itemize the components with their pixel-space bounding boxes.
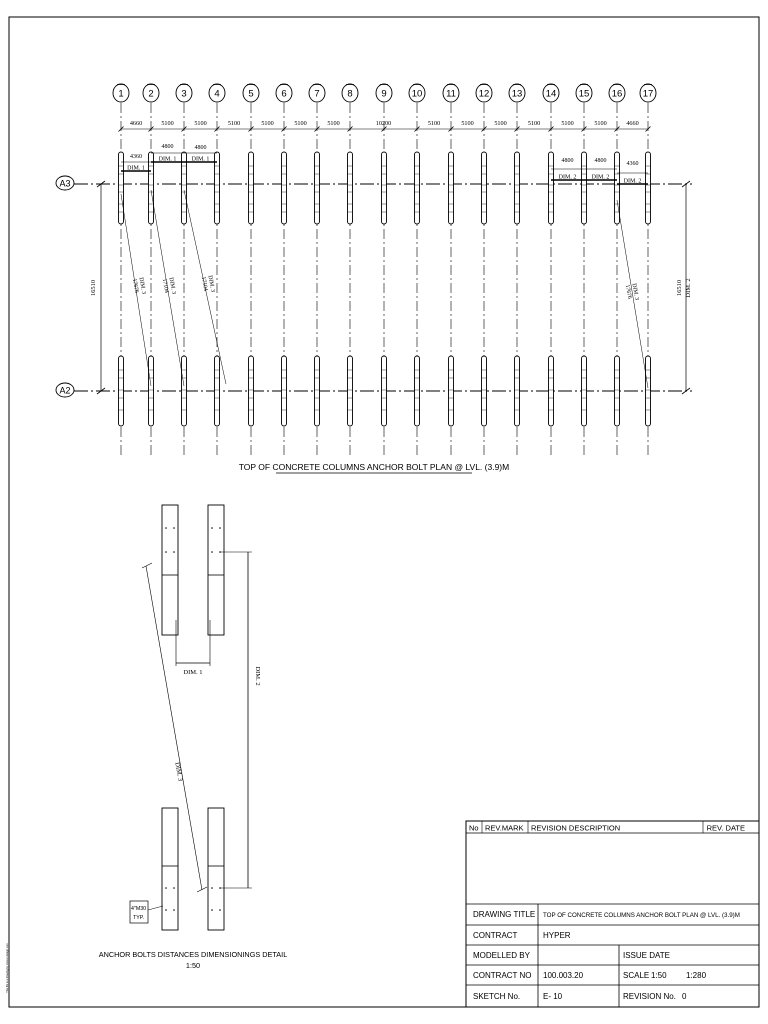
detail-column-top-right xyxy=(208,505,224,635)
column-bolts-bottom xyxy=(182,356,187,426)
grid-number: 3 xyxy=(181,88,187,100)
diagonal-dim-value: 17676 xyxy=(623,284,633,300)
column-bolts-bottom xyxy=(215,356,220,426)
grid-number: 9 xyxy=(381,88,387,100)
title-block xyxy=(466,821,759,1007)
grid-number: 7 xyxy=(314,88,320,100)
column-bolts-bottom xyxy=(615,356,620,426)
grid-number: 1 xyxy=(118,88,124,100)
spacing-label: 5100 xyxy=(261,120,274,127)
grid-number: 8 xyxy=(347,88,353,100)
spacing-label: 4660 xyxy=(626,120,639,127)
top-dim-left-value: 4800 xyxy=(194,145,207,151)
column-bolts-bottom xyxy=(249,356,254,426)
tb-contract-label: CONTRACT xyxy=(473,931,518,940)
column-bolts-top xyxy=(615,152,620,224)
diagonal-dim-value: 17104 xyxy=(160,278,170,294)
diagonal-dim-label: DIM. 3 xyxy=(167,276,177,295)
spacing-label: 5100 xyxy=(161,120,174,127)
column-bolts-top xyxy=(249,152,254,224)
top-dim-right-label: DIM. 2 xyxy=(558,174,577,181)
column-bolts-bottom xyxy=(415,356,420,426)
column-bolts-top xyxy=(348,152,353,224)
top-dim-left-label: DIM. 1 xyxy=(127,165,145,172)
spacing-label: 4660 xyxy=(129,120,143,127)
column-bolts-bottom xyxy=(582,356,587,426)
bolt-note-line1: 4"M30 xyxy=(131,906,147,912)
tb-revision-no-label: REVISION No. xyxy=(623,992,676,1001)
tb-drawing-title-value: TOP OF CONCRETE COLUMNS ANCHOR BOLT PLAN @ LVL. (3.9)M xyxy=(543,912,740,919)
plan-title: TOP OF CONCRETE COLUMNS ANCHOR BOLT PLAN @ LVL. (3.9)M xyxy=(238,462,510,472)
grid-number: 10 xyxy=(411,88,423,100)
tb-header-rev-mark: REV.MARK xyxy=(485,823,524,833)
top-dim-right-value: 4800 xyxy=(561,158,574,164)
bolt-note-line2: TYP. xyxy=(133,915,145,921)
detail-column-bottom-right xyxy=(208,808,224,930)
dim2-label: DIM. 2 xyxy=(254,666,261,686)
column-bolts-bottom xyxy=(449,356,454,426)
anchor-bolt-plan xyxy=(56,84,692,455)
dim3-tick xyxy=(142,563,152,568)
column-bolts-bottom xyxy=(482,356,487,426)
bolt-note-leader xyxy=(148,906,163,910)
top-dim-right-label: DIM. 2 xyxy=(623,178,642,185)
tb-scale-value-2: 1:280 xyxy=(686,971,707,980)
column-bolts-bottom xyxy=(119,356,124,426)
column-bolts-top xyxy=(382,152,387,224)
spacing-label: 5100 xyxy=(427,120,441,127)
diagonal-dim-label: DIM. 3 xyxy=(206,274,216,293)
spacing-label: 5100 xyxy=(527,120,541,127)
tb-modelled-by-label: MODELLED BY xyxy=(473,951,530,960)
tb-sketch-no-value: E- 10 xyxy=(543,992,563,1001)
column-bolts-top xyxy=(482,152,487,224)
spacing-label: 5100 xyxy=(594,120,607,127)
diagonal-dim-value: 17676 xyxy=(130,278,140,294)
vertical-dim-right-value: 16510 xyxy=(676,279,683,297)
column-bolts-bottom xyxy=(149,356,154,426)
tb-revision-no-value: 0 xyxy=(682,992,687,1001)
spacing-label: 5100 xyxy=(461,120,474,127)
detail-bolt-dots xyxy=(165,527,221,911)
grid-number: 16 xyxy=(611,88,623,100)
dim1-label: DIM. 1 xyxy=(183,669,203,676)
top-dim-left-value: 4800 xyxy=(161,144,174,150)
tb-header-rev-date: REV. DATE xyxy=(706,823,745,833)
column-bolts-top xyxy=(449,152,454,224)
tb-sketch-no-label: SKETCH No. xyxy=(473,992,521,1001)
tb-issue-date-label: ISSUE DATE xyxy=(623,951,670,960)
column-bolts-top xyxy=(515,152,520,224)
vertical-dim-right-label: DIM. 2 xyxy=(685,278,692,298)
column-bolts-top xyxy=(646,152,651,224)
top-dim-left-label: DIM. 1 xyxy=(158,156,177,163)
tb-scale-label: SCALE xyxy=(623,971,650,980)
top-dim-left-label: DIM. 1 xyxy=(191,156,210,163)
column-bolts-bottom xyxy=(282,356,287,426)
grid-number: 17 xyxy=(642,88,654,100)
top-dim-left-value: 4360 xyxy=(130,154,142,160)
column-bolts-top xyxy=(119,152,124,224)
margin-note: This file is a drawing by www.e-design.com xyxy=(6,943,9,993)
diagonal-dim-label: DIM. 3 xyxy=(630,282,640,301)
grid-number: 14 xyxy=(545,88,557,100)
tb-scale-value-1: 1:50 xyxy=(651,971,667,980)
dim3-label: DIM. 3 xyxy=(173,761,184,782)
column-bolts-bottom xyxy=(515,356,520,426)
top-dim-right-label: DIM. 2 xyxy=(591,174,610,181)
column-bolts-top xyxy=(282,152,287,224)
spacing-label: 5100 xyxy=(561,120,574,127)
spacing-label: 10200 xyxy=(375,120,392,127)
grid-number: 5 xyxy=(248,88,254,100)
column-bolts-bottom xyxy=(315,356,320,426)
detail-title: ANCHOR BOLTS DISTANCES DIMENSIONINGS DETAIL xyxy=(98,950,288,959)
column-bolts-bottom xyxy=(646,356,651,426)
tb-contract-value: HYPER xyxy=(543,931,571,940)
grid-number: 12 xyxy=(478,88,490,100)
spacing-label: 5100 xyxy=(227,120,241,127)
grid-number: 6 xyxy=(281,88,287,100)
vertical-dim-left-value: 16510 xyxy=(90,279,97,297)
dim3-line xyxy=(146,566,202,890)
column-bolts-top xyxy=(415,152,420,224)
tb-contract-no-value: 100.003.20 xyxy=(543,971,584,980)
detail-column-bottom-left xyxy=(162,808,178,930)
spacing-label: 5100 xyxy=(194,120,207,127)
tb-drawing-title-label: DRAWING TITLE xyxy=(473,910,536,919)
grid-number: 2 xyxy=(148,88,154,100)
spacing-label: 5100 xyxy=(494,120,507,127)
tb-contract-no-label: CONTRACT NO xyxy=(473,971,532,980)
column-bolts-bottom xyxy=(549,356,554,426)
grid-a2-label: A2 xyxy=(59,385,71,396)
anchor-bolt-detail xyxy=(99,505,288,970)
spacing-label: 5100 xyxy=(294,120,307,127)
column-bolts-top xyxy=(315,152,320,224)
detail-scale: 1:50 xyxy=(185,961,201,970)
grid-number: 13 xyxy=(511,88,523,100)
dim3-tick xyxy=(197,887,207,892)
top-dim-right-value: 4800 xyxy=(594,158,607,164)
grid-a3-label: A3 xyxy=(59,178,71,189)
tb-header-no: No xyxy=(469,823,479,833)
grid-number: 4 xyxy=(214,88,220,100)
spacing-label: 5100 xyxy=(327,120,340,127)
grid-number: 11 xyxy=(446,88,456,100)
column-bolts-bottom xyxy=(348,356,353,426)
tb-header-rev-desc: REVISION DESCRIPTION xyxy=(531,823,621,833)
diagonal-dim-value: 17104 xyxy=(199,276,209,292)
column-bolts-top xyxy=(549,152,554,224)
column-bolts-bottom xyxy=(382,356,387,426)
top-dim-right-value: 4360 xyxy=(626,161,639,167)
diagonal-dim-label: DIM. 3 xyxy=(137,276,147,295)
detail-column-top-left xyxy=(162,505,178,635)
grid-number: 15 xyxy=(578,88,590,100)
column-bolts-top xyxy=(582,152,587,224)
